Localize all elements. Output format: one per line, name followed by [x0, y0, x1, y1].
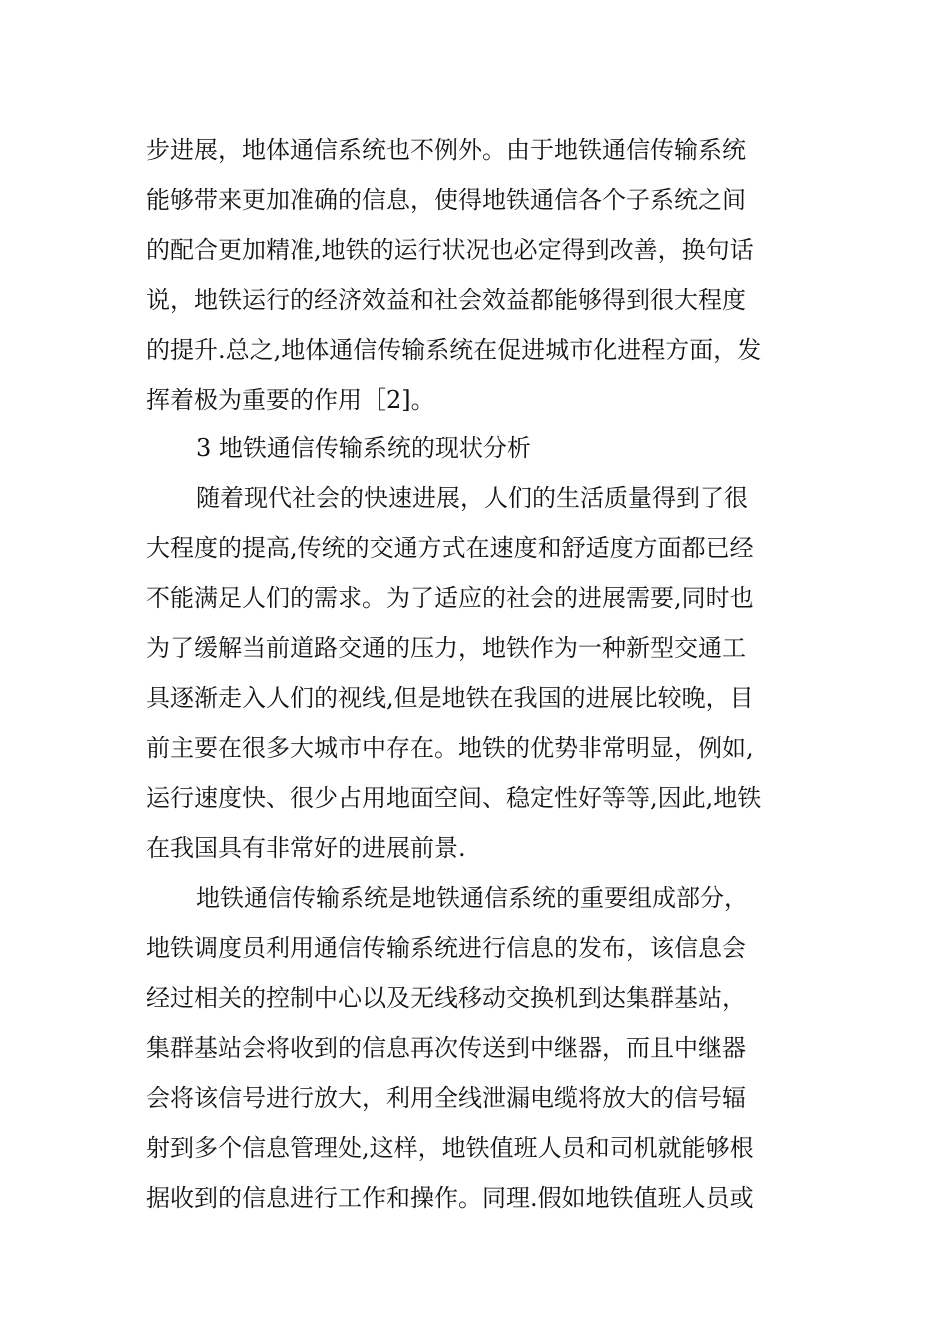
- text-line: 前主要在很多大城市中存在。地铁的优势非常明显，例如,: [146, 734, 754, 762]
- text-line: 地铁通信传输系统是地铁通信系统的重要组成部分，: [196, 884, 748, 912]
- text-line: 随着现代社会的快速进展，人们的生活质量得到了很: [196, 484, 748, 512]
- text-line: 步进展，地体通信系统也不例外。由于地铁通信传输系统: [146, 136, 746, 164]
- text-line: 说，地铁运行的经济效益和社会效益都能够得到很大程度: [146, 286, 746, 314]
- text-line: 经过相关的控制中心以及无线移动交换机到达集群基站，: [146, 984, 746, 1012]
- text-line: 挥着极为重要的作用［2]。: [146, 386, 435, 414]
- text-line: 会将该信号进行放大，利用全线泄漏电缆将放大的信号辐: [146, 1084, 746, 1112]
- text-line: 为了缓解当前道路交通的压力，地铁作为一种新型交通工: [146, 634, 746, 662]
- text-line: 不能满足人们的需求。为了适应的社会的进展需要,同时也: [146, 584, 754, 612]
- text-line: 的提升.总之,地体通信传输系统在促进城市化进程方面，发: [146, 336, 762, 364]
- text-line: 运行速度快、很少占用地面空间、稳定性好等等,因此,地铁: [146, 784, 762, 812]
- text-line: 的配合更加精准,地铁的运行状况也必定得到改善，换句话: [146, 236, 754, 264]
- text-line: 大程度的提高,传统的交通方式在速度和舒适度方面都已经: [146, 534, 754, 562]
- text-line: 具逐渐走入人们的视线,但是地铁在我国的进展比较晚，目: [146, 684, 754, 712]
- section-heading: 3 地铁通信传输系统的现状分析: [196, 434, 531, 462]
- text-line: 射到多个信息管理处,这样，地铁值班人员和司机就能够根: [146, 1134, 754, 1162]
- text-line: 集群基站会将收到的信息再次传送到中继器，而且中继器: [146, 1034, 746, 1062]
- text-line: 地铁调度员利用通信传输系统进行信息的发布，该信息会: [146, 934, 746, 962]
- text-line: 能够带来更加准确的信息，使得地铁通信各个子系统之间: [146, 186, 746, 214]
- text-line: 在我国具有非常好的进展前景.: [146, 834, 466, 862]
- text-line: 据收到的信息进行工作和操作。同理.假如地铁值班人员或: [146, 1184, 754, 1212]
